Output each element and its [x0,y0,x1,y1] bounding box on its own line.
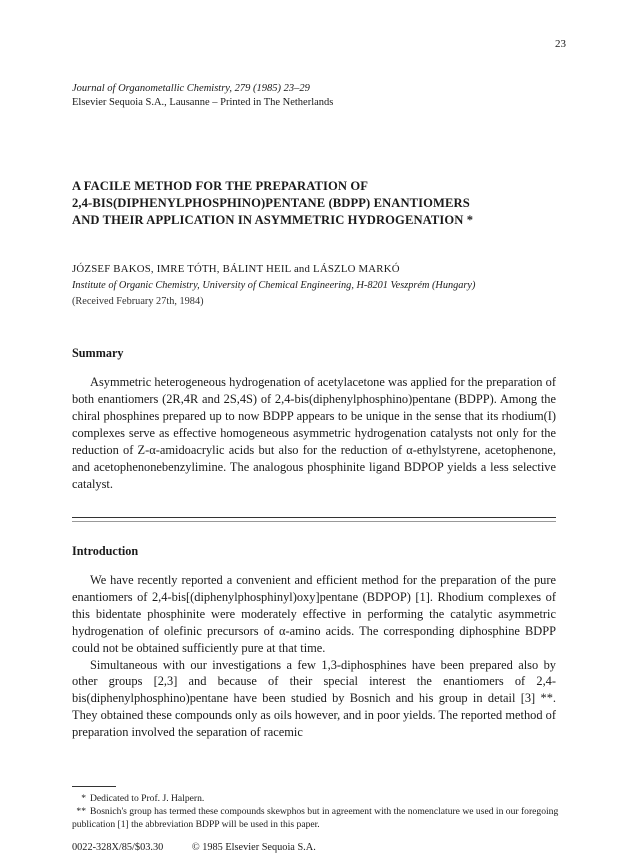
footnote-text: Dedicated to Prof. J. Halpern. [90,793,205,804]
publisher-line: Elsevier Sequoia S.A., Lausanne – Printed in The Netherlands [72,97,334,108]
issn-price-code: 0022-328X/85/$03.30 [72,842,164,853]
article-title [72,178,562,229]
intro-paragraph-2: Simultaneous with our investigations a few 1,3-diphosphines have been prepared also by other groups [2,3] and because of their special interest the enantiomers of 2,4-bis(diphenylphosphino)pentane have been studied by Bosnich and his group in detail [3] **. They obtained these compounds only as oils however, and in poor yields. The reported method of preparation involved the separation of racemic [72,657,556,740]
summary-heading: Summary [72,346,124,360]
intro-paragraph-1: We have recently reported a convenient and efficient method for the preparation of the pure enantiomers of 2,4-bis[(diphenylphosphinyl)oxy]pentane (BDPOP) [1]. Rhodium complexes of this bidentate phosphinite were moderately effective in performing the catalytic asymmetric hydrogenation of olefinic precursors of α-amino acids. The corresponding diphosphine BDPP could not be obtained sufficiently pure at that time. [72,573,556,655]
title-line-1: A FACILE METHOD FOR THE PREPARATION OF [72,179,369,193]
introduction-heading: Introduction [72,544,139,558]
footnote-2 [72,805,562,831]
introduction-body [72,572,556,741]
footer [72,842,342,853]
footnote-text: Bosnich's group has termed these compounds skewphos but in agreement with the nomenclature we used in our foregoing publication [1] the abbreviation BDPP will be used in this paper. [72,806,559,830]
page-number: 23 [555,38,566,50]
footnote-1 [72,792,562,805]
footnote-mark: ** [76,806,86,817]
copyright: © 1985 Elsevier Sequoia S.A. [191,842,316,853]
footnote-rule [72,786,116,787]
footnote-mark: * [81,793,86,804]
section-divider-thin [72,521,556,522]
title-line-2: 2,4-BIS(DIPHENYLPHOSPHINO)PENTANE (BDPP) ENANTIOMERS [72,196,470,210]
footnotes [72,792,562,831]
journal-citation: Journal of Organometallic Chemistry, 279 (1985) 23–29 [72,83,310,94]
journal-header [72,82,333,110]
affiliation: Institute of Organic Chemistry, University of Chemical Engineering, H-8201 Veszprém (Hungary) [72,280,476,291]
authors: JÓZSEF BAKOS, IMRE TÓTH, BÁLINT HEIL and LÁSZLO MARKÓ [72,263,400,275]
title-line-3: AND THEIR APPLICATION IN ASYMMETRIC HYDROGENATION * [72,213,474,227]
received-date: (Received February 27th, 1984) [72,296,204,307]
summary-text: Asymmetric heterogeneous hydrogenation of acetylacetone was applied for the preparation of both enantiomers (2R,4R and 2S,4S) of 2,4-bis(diphenylphosphino)pentane (BDPP). Among the chiral phosphines prepared up to now BDPP appears to be unique in the sense that its rhodium(I) complexes serve as effective homogeneous asymmetric hydrogenation catalysts not only for the reduction of Z-α-amidoacrylic acids but also for the reduction of α-ethylstyrene, acetophenone, and acetophenonebenzylimine. The analogous phosphinite ligand BDPOP yields a less selective catalyst. [72,375,556,491]
section-divider [72,517,556,518]
